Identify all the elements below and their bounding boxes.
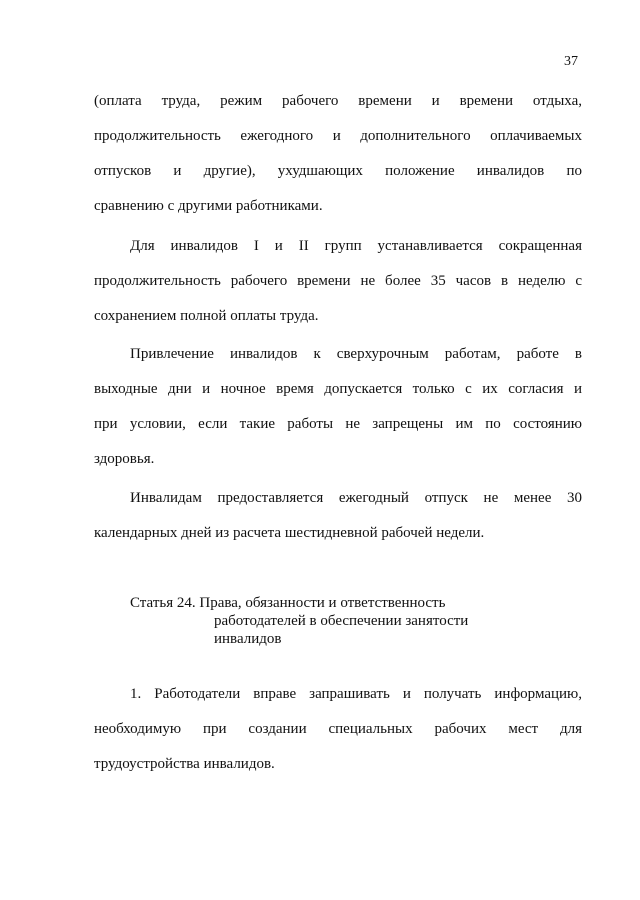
text-line: 1. Работодатели вправе запрашивать и получать информацию,	[130, 686, 582, 702]
article-heading	[130, 594, 550, 648]
text-line: продолжительность ежегодного и дополнительного оплачиваемых	[94, 128, 582, 144]
heading-line: Статья 24. Права, обязанности и ответственность	[130, 595, 446, 611]
text-line: сохранением полной оплаты труда.	[94, 308, 319, 324]
text-line: Привлечение инвалидов к сверхурочным работам, работе в	[130, 346, 582, 362]
text-line: необходимую при создании специальных рабочих мест для	[94, 721, 582, 737]
text-line: календарных дней из расчета шестидневной рабочей недели.	[94, 525, 485, 541]
text-line: сравнению с другими работниками.	[94, 198, 323, 214]
heading-line: инвалидов	[214, 631, 282, 647]
text-line: при условии, если такие работы не запрещены им по состоянию	[94, 416, 582, 432]
text-line: продолжительность рабочего времени не более 35 часов в неделю с	[94, 273, 582, 289]
paragraph-3	[94, 344, 582, 484]
text-line: (оплата труда, режим рабочего времени и времени отдыха,	[94, 93, 582, 109]
text-line: Инвалидам предоставляется ежегодный отпуск не менее 30	[130, 490, 582, 506]
paragraph-4	[94, 488, 582, 558]
text-line: выходные дни и ночное время допускается только с их согласия и	[94, 381, 582, 397]
text-line: здоровья.	[94, 451, 155, 467]
paragraph-2	[94, 236, 582, 341]
paragraph-1	[94, 91, 582, 231]
page-number: 37	[564, 54, 578, 69]
text-line: трудоустройства инвалидов.	[94, 756, 275, 772]
heading-line: работодателей в обеспечении занятости	[214, 613, 469, 629]
text-line: отпусков и другие), ухудшающих положение инвалидов по	[94, 163, 582, 179]
article-paragraph-1	[94, 684, 582, 789]
text-line: Для инвалидов I и II групп устанавливается сокращенная	[130, 238, 582, 254]
